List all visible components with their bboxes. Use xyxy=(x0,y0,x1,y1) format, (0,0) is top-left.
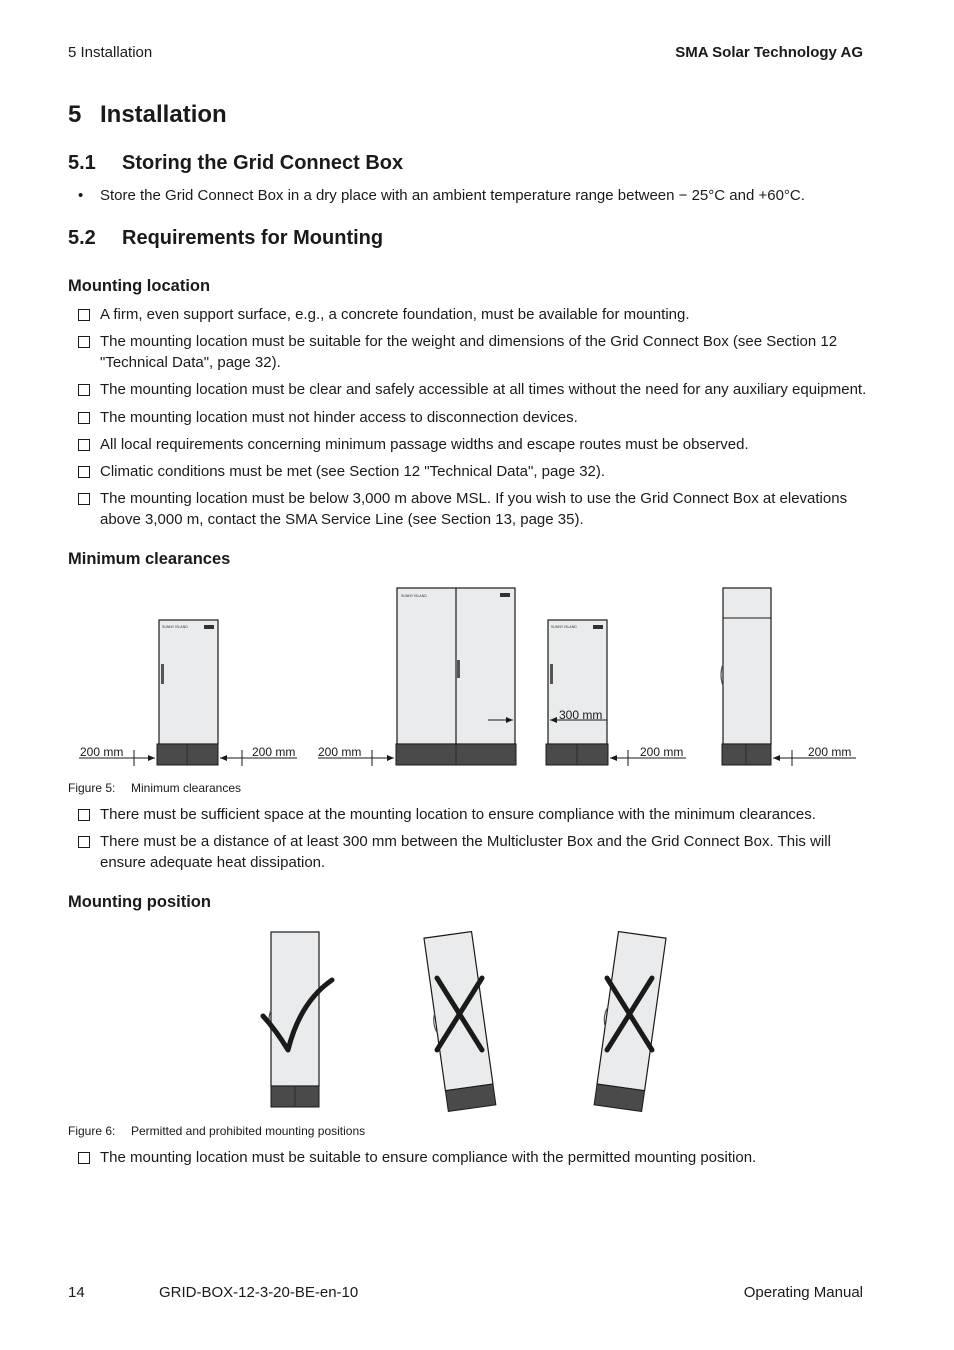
checklist-text: All local requirements concerning minimum passage widths and escape routes must be observed. xyxy=(100,436,749,453)
checklist-text: The mounting location must be suitable to ensure compliance with the permitted mounting position. xyxy=(100,1149,757,1166)
clearances-figure xyxy=(0,580,954,775)
checklist-text: There must be sufficient space at the mounting location to ensure compliance with the minimum clearances. xyxy=(100,806,816,823)
cabinet-brand-label: SUNNY ISLAND xyxy=(551,625,577,629)
section-number: 5.1 xyxy=(68,152,96,174)
grid-connect-box-cabinet xyxy=(157,620,218,765)
checkbox-icon xyxy=(78,439,90,451)
document-id: GRID-BOX-12-3-20-BE-en-10 xyxy=(159,1284,359,1301)
checkbox-icon xyxy=(78,1152,90,1164)
section-number: 5.2 xyxy=(68,227,96,249)
checklist-item xyxy=(78,407,868,428)
checklist-item xyxy=(78,331,868,373)
bullet-dot: • xyxy=(78,187,84,204)
caption-number: Figure 6: xyxy=(68,1124,116,1138)
cabinet-brand-label: SUNNY ISLAND xyxy=(401,594,427,598)
mounting-position-heading: Mounting position xyxy=(68,893,211,911)
checkbox-icon xyxy=(78,336,90,348)
page-number: 14 xyxy=(68,1284,85,1301)
grid-connect-box-cabinet xyxy=(546,620,608,765)
section-title-5-2 xyxy=(68,227,383,250)
caption-number: Figure 5: xyxy=(68,781,116,795)
checklist-text: The mounting location must not hinder access to disconnection devices. xyxy=(100,409,578,426)
minimum-clearances-heading: Minimum clearances xyxy=(68,550,231,568)
section-title-text: Storing the Grid Connect Box xyxy=(122,152,404,174)
tilted-cabinet-back xyxy=(422,932,496,1112)
clearance-label: 300 mm xyxy=(559,708,603,722)
checklist-text: There must be a distance of at least 300 mm between the Multicluster Box and the Grid Connect Box. This will ensure adequate heat dissipation. xyxy=(100,833,831,871)
checklist-item xyxy=(78,804,868,825)
checklist-item xyxy=(78,304,868,325)
multicluster-box-cabinet xyxy=(396,588,516,765)
checkbox-icon xyxy=(78,384,90,396)
checkbox-icon xyxy=(78,466,90,478)
checklist-item xyxy=(78,379,868,400)
clearance-label: 200 mm xyxy=(318,745,362,759)
section-title-5-1 xyxy=(68,152,403,175)
checkbox-icon xyxy=(78,493,90,505)
checklist-text: The mounting location must be clear and safely accessible at all times without the need for any auxiliary equipment. xyxy=(100,381,867,398)
checklist-text: A firm, even support surface, e.g., a concrete foundation, must be available for mounting. xyxy=(100,306,690,323)
checklist-text: The mounting location must be suitable for the weight and dimensions of the Grid Connect Box (see Section 12 "Technical Data", page 32). xyxy=(100,333,838,371)
mounting-location-heading: Mounting location xyxy=(68,277,211,295)
checkbox-icon xyxy=(78,309,90,321)
storage-bullet-text: Store the Grid Connect Box in a dry place with an ambient temperature range between − 25°C and +60°C. xyxy=(100,187,805,204)
clearance-label: 200 mm xyxy=(252,745,296,759)
clearance-label: 200 mm xyxy=(808,745,852,759)
footer-document-type: Operating Manual xyxy=(743,1284,863,1301)
caption-text: Minimum clearances xyxy=(131,781,242,795)
running-header-company: SMA Solar Technology AG xyxy=(675,44,863,61)
figure-6-caption xyxy=(68,1124,365,1138)
running-header-section: 5 Installation xyxy=(68,44,153,61)
clearance-label: 200 mm xyxy=(80,745,124,759)
checklist-item xyxy=(78,461,868,482)
checkbox-icon xyxy=(78,412,90,424)
chapter-title xyxy=(68,101,227,129)
chapter-title-text: Installation xyxy=(100,101,227,128)
mounting-position-figure xyxy=(0,922,954,1114)
section-title-text: Requirements for Mounting xyxy=(122,227,384,249)
chapter-number: 5 xyxy=(68,101,82,128)
storage-bullet xyxy=(78,187,805,204)
upright-cabinet xyxy=(269,932,319,1107)
cabinet-side-view xyxy=(721,588,771,765)
clearance-label: 200 mm xyxy=(640,745,684,759)
checklist-item xyxy=(78,831,868,873)
checklist-text: Climatic conditions must be met (see Section 12 "Technical Data", page 32). xyxy=(100,463,606,480)
caption-text: Permitted and prohibited mounting positions xyxy=(131,1124,366,1138)
checklist-item xyxy=(78,488,868,530)
checklist-item xyxy=(78,1147,868,1168)
checklist-text: The mounting location must be below 3,000 m above MSL. If you wish to use the Grid Connect Box at elevations above 3,000 m, contact the SMA Service Line (see Section 13, page 35). xyxy=(100,490,848,528)
figure-5-caption xyxy=(68,781,241,795)
checkbox-icon xyxy=(78,809,90,821)
checklist-item xyxy=(78,434,868,455)
tilted-cabinet-forward xyxy=(592,931,666,1111)
cabinet-brand-label: SUNNY ISLAND xyxy=(162,625,188,629)
checkbox-icon xyxy=(78,836,90,848)
